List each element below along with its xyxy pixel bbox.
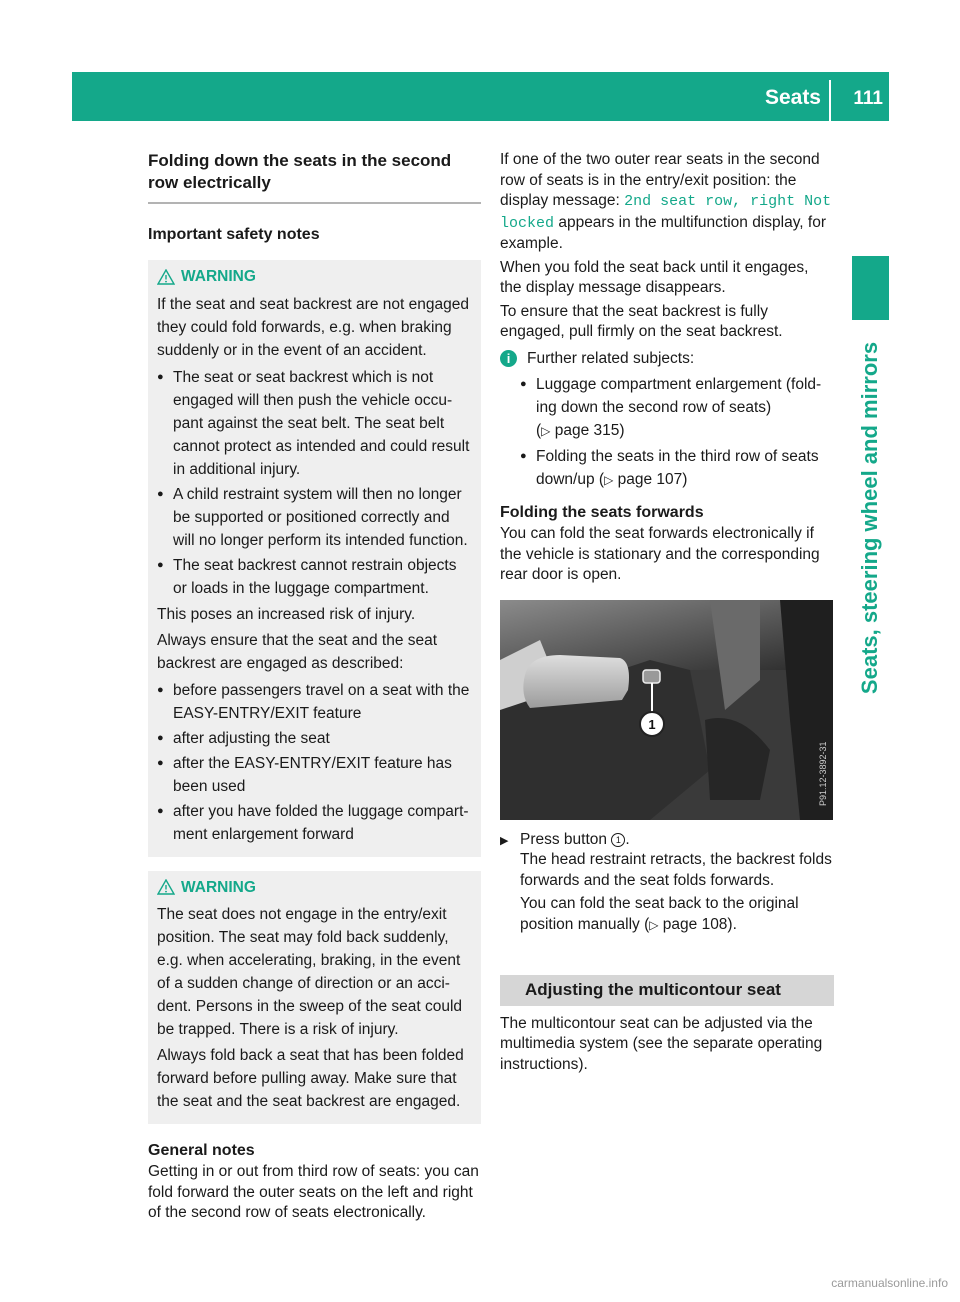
warning-label: WARNING <box>181 268 256 285</box>
warning-box-2 <box>148 871 481 1125</box>
general-text: Getting in or out from third row of seats: you can fold forward the outer seats on the left and right of the second row of seats electronically. <box>148 1163 479 1221</box>
header-bar <box>72 72 889 121</box>
photo-code: P91.12-3892-31 <box>818 740 828 806</box>
paragraph-text: appears in the multifunction display, for example. <box>500 213 826 252</box>
list-item: ● before passengers travel on a seat with the EASY-ENTRY/EXIT feature <box>157 679 472 725</box>
paragraph: When you fold the seat back until it engages, the display message disappears. <box>500 258 809 296</box>
list-item: ● The seat backrest cannot restrain objects or loads in the luggage compartment. <box>157 554 472 600</box>
list-item: ● after you have folded the luggage compart-ment enlargement forward <box>157 800 472 846</box>
photo-callout: 1 <box>648 716 656 732</box>
warning-text: The seat does not engage in the entry/exit position. The seat may fold back suddenly, e.g. when accelerating, braking, in the event of a sudden change of direction or an acci-dent. Persons in the sweep of the seat could be trapped. There is a risk of injury. <box>157 906 463 1038</box>
list-item: ● A child restraint system will then no longer be supported or positioned correctly and will no longer perform its intended function. <box>157 483 472 552</box>
warning-intro: If the seat and seat backrest are not engaged they could fold forwards, e.g. when braking suddenly or in the event of an accident. <box>157 295 469 359</box>
right-column <box>500 150 834 1078</box>
warning-risk: This poses an increased risk of injury. <box>157 605 416 623</box>
info-icon: i <box>500 350 517 367</box>
paragraph <box>500 150 834 255</box>
list-item <box>520 445 834 492</box>
step-note-text: You can fold the seat back to the original position manually ( <box>520 895 799 933</box>
warning-box <box>148 260 481 857</box>
instruction-step <box>500 830 834 936</box>
related-list <box>520 373 834 492</box>
warning-ensure: Always ensure that the seat and the seat backrest are engaged as described: <box>157 631 438 672</box>
button-callout-icon: 1 <box>611 833 625 847</box>
step-result: The head restraint retracts, the backrest folds forwards and the seat folds forwards. <box>520 851 832 889</box>
list-item: ● Luggage compartment enlargement (fold-ing down the second row of seats) (▷ page 315) <box>520 373 834 443</box>
page-ref-icon: ▷ <box>541 424 551 438</box>
multicontour-heading: Adjusting the multicontour seat <box>500 975 834 1006</box>
warning-text: Always fold back a seat that has been folded forward before pulling away. Make sure that the seat and the seat backrest are engaged. <box>157 1047 464 1110</box>
header-title: Seats <box>764 86 821 109</box>
info-label: Further related subjects: <box>527 349 695 367</box>
warning-header <box>157 877 472 899</box>
warning-bullets-2 <box>157 679 472 846</box>
step-text: Press button <box>520 830 608 848</box>
warning-triangle-icon <box>157 879 175 895</box>
page-link[interactable]: page 315) <box>554 422 625 439</box>
paragraph: To ensure that the seat backrest is fully engaged, pull firmly on the seat backrest. <box>500 302 783 340</box>
general-heading: General notes <box>148 1142 255 1159</box>
step-punctuation: . <box>625 830 630 848</box>
warning-header <box>157 266 472 288</box>
forward-heading: Folding the seats forwards <box>500 504 704 521</box>
multicontour-text: The multicontour seat can be adjusted via the multimedia system (see the separate operating instructions). <box>500 1014 823 1073</box>
forward-text: You can fold the seat forwards electronically if the vehicle is stationary and the corresponding rear door is open. <box>500 525 820 583</box>
page-ref-icon: ▷ <box>604 473 614 487</box>
page-number: 111 <box>853 88 883 109</box>
display-message: 2nd seat row, right Not locked <box>500 193 832 232</box>
safety-heading: Important safety notes <box>148 226 320 243</box>
warning-label: WARNING <box>181 878 256 896</box>
section-title: Folding down the seats in the second row electrically <box>148 150 481 204</box>
left-column <box>148 150 481 1227</box>
list-item: ● after adjusting the seat <box>157 727 472 750</box>
step-note <box>520 894 834 935</box>
header-separator <box>829 80 831 121</box>
warning-bullets <box>157 366 472 600</box>
info-header <box>500 349 834 370</box>
related-text: Luggage compartment enlargement (fold-ing down the second row of seats) <box>536 376 822 416</box>
step-arrow-icon: ▶ <box>500 834 509 847</box>
warning-triangle-icon <box>157 269 175 285</box>
watermark: carmanualsonline.info <box>831 1276 948 1290</box>
related-text: Folding the seats in the third row of seats down/up ( <box>536 448 819 488</box>
seat-photo <box>500 600 833 820</box>
side-section-label: Seats, steering wheel and mirrors <box>857 341 882 695</box>
paragraph-text: If one of the two outer rear seats in the second row of seats is in the entry/exit position: the display message: <box>500 151 820 209</box>
page-ref-icon: ▷ <box>649 917 659 932</box>
side-tab <box>852 256 889 320</box>
page-link[interactable]: page 108). <box>662 915 737 933</box>
page-link[interactable]: page 107) <box>617 471 688 488</box>
list-item: ● after the EASY-ENTRY/EXIT feature has been used <box>157 752 472 798</box>
list-item: ● The seat or seat backrest which is not engaged will then push the vehicle occu-pant against the seat belt. The seat belt cannot protect as intended and could result in additional injury. <box>157 366 472 481</box>
